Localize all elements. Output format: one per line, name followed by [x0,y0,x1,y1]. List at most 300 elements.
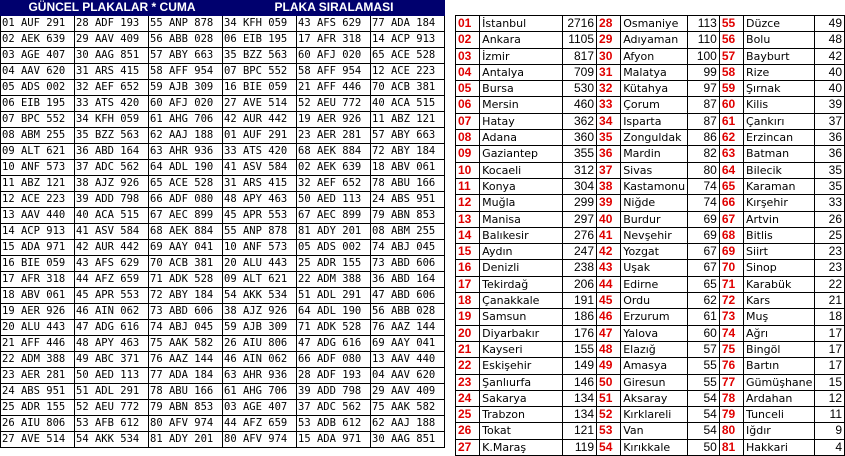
plate-count: 50 [688,439,720,455]
plate-count: 39 [815,97,845,113]
plate-count: 99 [688,64,720,80]
city-name: Artvin [744,211,815,227]
rank-number: 22 [456,358,480,374]
plate-count: 80 [688,162,720,178]
rank-number: 42 [597,244,621,260]
ranking-row [456,374,845,390]
plate-count: 12 [815,390,845,406]
city-name: Konya [480,178,563,194]
rank-number: 24 [456,390,480,406]
plate-cell: 30 AAG 851 [371,432,445,448]
plate-row [1,368,445,384]
plate-cell: 77 ADA 184 [149,368,223,384]
plate-cell: 25 ADR 155 [1,400,75,416]
plate-cell: 64 ADL 190 [297,304,371,320]
plate-cell: 71 ADK 528 [149,272,223,288]
plate-row [1,128,445,144]
city-name: Kastamonu [621,178,688,194]
plate-count: 297 [563,211,597,227]
ranking-row [456,227,845,243]
plate-count: 206 [563,276,597,292]
rank-number: 25 [456,407,480,423]
ranking-row [456,162,845,178]
city-name: Erzincan [744,130,815,146]
plate-row [1,224,445,240]
plate-cell: 63 AHR 936 [223,368,297,384]
plate-cell: 53 AFB 612 [75,416,149,432]
ranking-row [456,32,845,48]
plate-cell: 40 ACA 515 [75,208,149,224]
rank-number: 18 [456,293,480,309]
ranking-row [456,113,845,129]
plate-cell: 79 ABN 853 [149,400,223,416]
plate-cell: 36 ABD 164 [75,144,149,160]
plate-cell: 66 ADF 080 [297,352,371,368]
plate-cell: 48 APY 463 [223,192,297,208]
plate-cell: 78 ABU 166 [371,176,445,192]
plate-cell: 33 ATS 420 [223,144,297,160]
plate-cell: 19 AER 926 [1,304,75,320]
plate-row [1,240,445,256]
rank-number: 32 [597,81,621,97]
plate-cell: 10 ANF 573 [223,240,297,256]
ranking-row [456,146,845,162]
plate-cell: 33 ATS 420 [75,96,149,112]
plate-count: 176 [563,325,597,341]
plate-count: 21 [815,293,845,309]
city-name: Edirne [621,276,688,292]
city-name: Adana [480,130,563,146]
rank-number: 55 [719,16,743,32]
city-name: Bursa [480,81,563,97]
plate-count: 355 [563,146,597,162]
plate-count: 40 [815,81,845,97]
plate-cell: 57 ABY 663 [149,48,223,64]
city-name: K.Maraş [480,439,563,455]
plate-count: 149 [563,358,597,374]
plate-cell: 22 ADM 388 [297,272,371,288]
plate-cell: 74 ABJ 045 [149,320,223,336]
city-name: Sivas [621,162,688,178]
plate-count: 42 [815,48,845,64]
plate-cell: 21 AFF 446 [297,80,371,96]
plate-count: 312 [563,162,597,178]
plate-cell: 14 ACP 913 [1,224,75,240]
rank-number: 31 [597,64,621,80]
city-name: Gümüşhane [744,374,815,390]
city-name: Bingöl [744,341,815,357]
plate-row [1,112,445,128]
plate-cell: 01 AUF 291 [223,128,297,144]
ranking-row [456,195,845,211]
plate-count: 22 [815,276,845,292]
plate-count: 146 [563,374,597,390]
plate-cell: 41 ASV 584 [75,224,149,240]
rank-number: 21 [456,341,480,357]
plate-cell: 08 ABM 255 [1,128,75,144]
city-name: Kırıkkale [621,439,688,455]
ranking-row [456,178,845,194]
plate-count: 23 [815,260,845,276]
city-name: Manisa [480,211,563,227]
plate-cell: 13 AAV 440 [1,208,75,224]
ranking-row [456,358,845,374]
city-name: Gaziantep [480,146,563,162]
plate-count: 238 [563,260,597,276]
rank-number: 47 [597,325,621,341]
plate-cell: 09 ALT 621 [1,144,75,160]
city-name: Diyarbakır [480,325,563,341]
rank-number: 07 [456,113,480,129]
rank-number: 51 [597,390,621,406]
plate-cell: 60 AFJ 020 [297,48,371,64]
plate-count: 69 [688,227,720,243]
plate-row [1,416,445,432]
rank-number: 60 [719,97,743,113]
plate-cell: 81 ADY 201 [149,432,223,448]
plate-count: 247 [563,244,597,260]
plate-row [1,32,445,48]
plate-cell: 65 ACE 528 [371,48,445,64]
plate-cell: 05 ADS 002 [1,80,75,96]
plate-row [1,288,445,304]
plate-row [1,64,445,80]
city-name: Ağrı [744,325,815,341]
plate-cell: 02 AEK 639 [1,32,75,48]
plate-cell: 81 ADY 201 [297,224,371,240]
plate-count: 186 [563,309,597,325]
plate-cell: 50 AED 113 [75,368,149,384]
city-name: Van [621,423,688,439]
plate-cell: 02 AEK 639 [297,160,371,176]
rank-number: 09 [456,146,480,162]
plate-cell: 28 ADF 193 [75,16,149,32]
plate-ranking-title: PLAKA SIRALAMASI [223,0,445,16]
plate-cell: 41 ASV 584 [223,160,297,176]
rank-number: 76 [719,358,743,374]
city-name: Aksaray [621,390,688,406]
plate-cell: 43 AFS 629 [297,16,371,32]
plate-cell: 73 ABD 606 [371,256,445,272]
plate-cell: 78 ABU 166 [149,384,223,400]
plate-cell: 43 AFS 629 [75,256,149,272]
rank-number: 71 [719,276,743,292]
plate-row [1,48,445,64]
plate-row [1,336,445,352]
plate-cell: 64 ADL 190 [149,160,223,176]
rank-number: 16 [456,260,480,276]
city-name: Adıyaman [621,32,688,48]
plate-cell: 15 ADA 971 [297,432,371,448]
plate-cell: 20 ALU 443 [1,320,75,336]
plate-cell: 31 ARS 415 [223,176,297,192]
plate-cell: 28 ADF 193 [297,368,371,384]
rank-number: 43 [597,260,621,276]
plate-cell: 21 AFF 446 [1,336,75,352]
plate-row [1,144,445,160]
plate-row [1,432,445,448]
plate-cell: 14 ACP 913 [371,32,445,48]
city-name: Mersin [480,97,563,113]
rank-number: 49 [597,358,621,374]
plate-cell: 44 AFZ 659 [75,272,149,288]
plate-count: 82 [688,146,720,162]
plate-count: 26 [815,211,845,227]
plate-count: 67 [688,244,720,260]
city-name: Trabzon [480,407,563,423]
ranking-row [456,276,845,292]
city-name: Elazığ [621,341,688,357]
rank-number: 15 [456,244,480,260]
city-name: Nevşehir [621,227,688,243]
plate-cell: 46 AIN 062 [75,304,149,320]
plate-cell: 25 ADR 155 [297,256,371,272]
city-name: Yalova [621,325,688,341]
plate-count: 1105 [563,32,597,48]
plate-row [1,400,445,416]
plate-cell: 69 AAY 041 [149,240,223,256]
city-name: Samsun [480,309,563,325]
plate-cell: 55 ANP 878 [149,16,223,32]
city-name: Eskişehir [480,358,563,374]
plate-cell: 23 AER 281 [1,368,75,384]
ranking-row [456,341,845,357]
rank-number: 36 [597,146,621,162]
plate-cell: 51 ADL 291 [297,288,371,304]
rank-number: 19 [456,309,480,325]
city-name: Karaman [744,178,815,194]
city-name: Malatya [621,64,688,80]
plate-cell: 39 ADD 798 [297,384,371,400]
ranking-row [456,16,845,32]
plate-cell: 68 AEK 884 [149,224,223,240]
plate-cell: 63 AHR 936 [149,144,223,160]
rank-number: 53 [597,423,621,439]
plate-cell: 19 AER 926 [297,112,371,128]
plate-row [1,352,445,368]
city-name: Bartın [744,358,815,374]
ranking-row [456,81,845,97]
plate-count: 54 [688,390,720,406]
plate-cell: 75 AAK 582 [149,336,223,352]
city-name: Şırnak [744,81,815,97]
city-name: Tunceli [744,407,815,423]
plate-cell: 27 AVE 514 [223,96,297,112]
plate-count: 304 [563,178,597,194]
plate-count: 299 [563,195,597,211]
plate-count: 74 [688,195,720,211]
plate-table-header [1,0,445,16]
plate-cell: 05 ADS 002 [297,240,371,256]
plate-cell: 56 ABB 028 [149,32,223,48]
plate-count: 15 [815,374,845,390]
city-name: Kars [744,293,815,309]
plate-cell: 35 BZZ 563 [75,128,149,144]
plate-cell: 26 AIU 806 [1,416,75,432]
plate-cell: 17 AFR 318 [1,272,75,288]
plate-cell: 76 AAZ 144 [149,352,223,368]
plate-cell: 30 AAG 851 [75,48,149,64]
city-name: Giresun [621,374,688,390]
city-name: Kütahya [621,81,688,97]
rank-number: 11 [456,178,480,194]
plate-cell: 40 ACA 515 [371,96,445,112]
city-name: Iğdır [744,423,815,439]
plate-count: 18 [815,309,845,325]
plate-cell: 39 ADD 798 [75,192,149,208]
city-name: Sinop [744,260,815,276]
plate-count: 54 [688,407,720,423]
plate-cell: 47 ADG 616 [75,320,149,336]
rank-number: 03 [456,48,480,64]
plate-cell: 18 ABV 061 [1,288,75,304]
plate-row [1,80,445,96]
city-ranking-panel [455,15,845,454]
plate-cell: 45 APR 553 [223,208,297,224]
plate-cell: 52 AEU 772 [75,400,149,416]
plate-cell: 66 ADF 080 [149,192,223,208]
city-name: Çankırı [744,113,815,129]
plate-count: 36 [815,130,845,146]
plate-count: 65 [688,276,720,292]
plate-count: 360 [563,130,597,146]
plate-count: 40 [815,64,845,80]
plate-count: 35 [815,178,845,194]
rank-number: 05 [456,81,480,97]
ranking-row [456,244,845,260]
plate-cell: 53 ADB 612 [297,416,371,432]
plate-count: 37 [815,113,845,129]
rank-number: 38 [597,178,621,194]
rank-number: 61 [719,113,743,129]
plate-cell: 69 AAY 041 [371,336,445,352]
plate-cell: 03 AGE 407 [1,48,75,64]
plate-count: 62 [688,293,720,309]
plate-count: 9 [815,423,845,439]
plate-cell: 29 AAV 409 [371,384,445,400]
plate-count: 61 [688,309,720,325]
plate-row [1,272,445,288]
plate-cell: 17 AFR 318 [297,32,371,48]
plate-count: 33 [815,195,845,211]
plate-cell: 77 ADA 184 [371,16,445,32]
plate-cell: 15 ADA 971 [1,240,75,256]
plate-count: 134 [563,407,597,423]
city-name: Şanlıurfa [480,374,563,390]
rank-number: 29 [597,32,621,48]
ranking-row [456,260,845,276]
city-name: Bayburt [744,48,815,64]
plate-count: 191 [563,293,597,309]
rank-number: 58 [719,64,743,80]
plate-cell: 68 AEK 884 [297,144,371,160]
city-name: Amasya [621,358,688,374]
plate-cell: 49 ABC 371 [75,352,149,368]
city-name: Aydın [480,244,563,260]
city-name: Hatay [480,113,563,129]
rank-number: 70 [719,260,743,276]
plate-row [1,176,445,192]
city-name: Siirt [744,244,815,260]
plate-cell: 54 AKK 534 [75,432,149,448]
plate-count: 36 [815,146,845,162]
plate-cell: 11 ABZ 121 [371,112,445,128]
city-name: Mardin [621,146,688,162]
plate-cell: 42 AUR 442 [223,112,297,128]
plate-row [1,192,445,208]
rank-number: 06 [456,97,480,113]
plate-cell: 48 APY 463 [75,336,149,352]
rank-number: 56 [719,32,743,48]
plate-row [1,208,445,224]
plate-cell: 60 AFJ 020 [149,96,223,112]
rank-number: 59 [719,81,743,97]
plate-count: 134 [563,390,597,406]
city-name: Sakarya [480,390,563,406]
ranking-row [456,407,845,423]
plate-cell: 51 ADL 291 [75,384,149,400]
plate-count: 362 [563,113,597,129]
plate-cell: 73 ABD 606 [149,304,223,320]
plate-count: 100 [688,48,720,64]
plate-cell: 72 ABY 184 [371,144,445,160]
plate-count: 49 [815,16,845,32]
rank-number: 10 [456,162,480,178]
plate-count: 60 [688,325,720,341]
ranking-row [456,309,845,325]
city-name: Isparta [621,113,688,129]
rank-number: 26 [456,423,480,439]
city-name: Burdur [621,211,688,227]
plate-cell: 71 ADK 528 [297,320,371,336]
plate-cell: 58 AFF 954 [149,64,223,80]
plate-cell: 70 ACB 381 [371,80,445,96]
rank-number: 81 [719,439,743,455]
rank-number: 23 [456,374,480,390]
plate-cell: 38 AJZ 926 [223,304,297,320]
city-name: Ardahan [744,390,815,406]
rank-number: 27 [456,439,480,455]
plate-cell: 06 EIB 195 [223,32,297,48]
city-name: Çanakkale [480,293,563,309]
ranking-row [456,97,845,113]
plate-cell: 80 AFV 974 [223,432,297,448]
city-name: Batman [744,146,815,162]
plate-cell: 61 AHG 706 [223,384,297,400]
rank-number: 79 [719,407,743,423]
rank-number: 80 [719,423,743,439]
plate-cell: 08 ABM 255 [371,224,445,240]
plate-cell: 13 AAV 440 [371,352,445,368]
plate-cell: 16 BIE 059 [223,80,297,96]
rank-number: 14 [456,227,480,243]
plate-cell: 67 AEC 899 [297,208,371,224]
plate-count: 11 [815,407,845,423]
rank-number: 50 [597,374,621,390]
plate-cell: 67 AEC 899 [149,208,223,224]
rank-number: 69 [719,244,743,260]
city-name: Tekirdağ [480,276,563,292]
ranking-row [456,439,845,455]
plate-cell: 79 ABN 853 [371,208,445,224]
plate-cell: 24 ABS 951 [1,384,75,400]
plate-cell: 45 APR 553 [75,288,149,304]
city-name: Ankara [480,32,563,48]
rank-number: 02 [456,32,480,48]
rank-number: 73 [719,309,743,325]
plate-cell: 27 AVE 514 [1,432,75,448]
ranking-row [456,423,845,439]
